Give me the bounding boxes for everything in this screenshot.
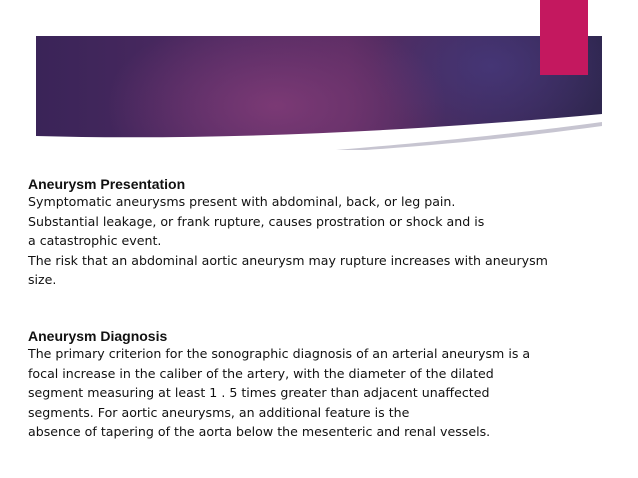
section-heading: Aneurysm Diagnosis [28,328,168,344]
body-line: The risk that an abdominal aortic aneurysm may rupture increases with aneurysm [28,252,548,268]
body-line: Substantial leakage, or frank rupture, causes prostration or shock and is [28,213,485,229]
section-diagnosis [28,329,608,442]
body-line: Symptomatic aneurysms present with abdominal, back, or leg pain. [28,194,456,209]
body-line: segments. For aortic aneurysms, an additional feature is the [28,404,410,420]
accent-bar [540,0,588,75]
title-banner [36,36,602,150]
section-presentation [28,177,608,290]
body-line: absence of tapering of the aorta below the mesenteric and renal vessels. [28,424,491,439]
banner-wave-decoration [36,36,602,150]
body-line: The primary criterion for the sonographic diagnosis of an arterial aneurysm is a [28,346,531,361]
body-line: size. [28,272,57,287]
body-line: focal increase in the caliber of the artery, with the diameter of the dilated [28,365,494,381]
body-line: a catastrophic event. [28,233,162,248]
section-heading: Aneurysm Presentation [28,176,186,192]
body-line: segment measuring at least 1 . 5 times greater than adjacent unaffected [28,385,490,400]
